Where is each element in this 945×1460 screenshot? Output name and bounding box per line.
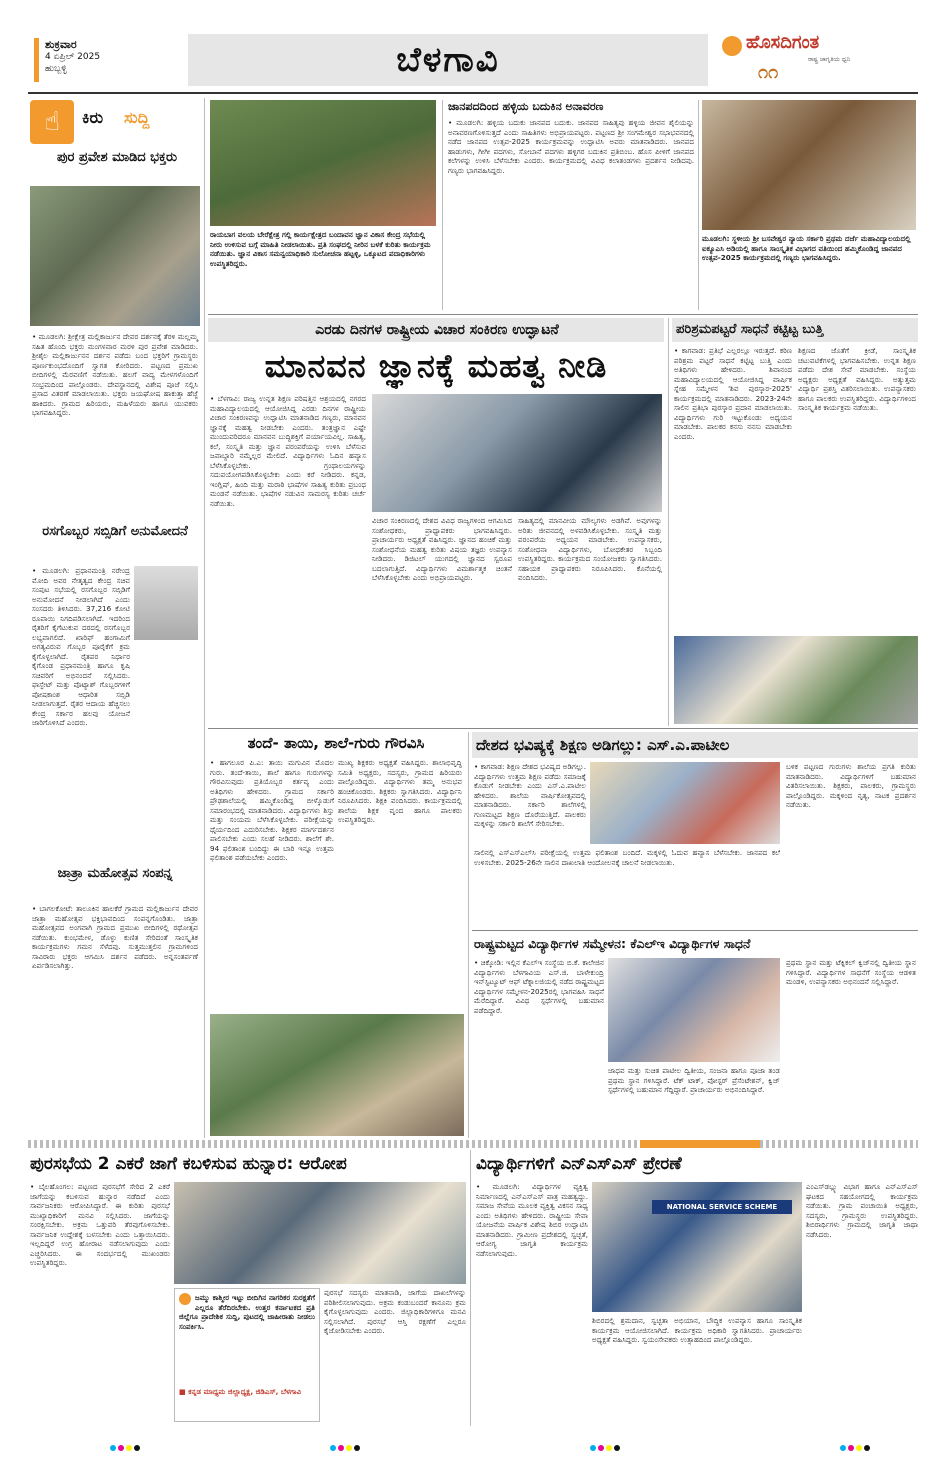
- nss-body-2: ಶಿಬಿರದಲ್ಲಿ ಶ್ರಮದಾನ, ಸ್ವಚ್ಛತಾ ಅಭಿಯಾನ, ಬೌದ್ಧಿಕ ಉಪನ್ಯಾಸ ಹಾಗೂ ಸಾಂಸ್ಕೃತಿಕ ಕಾರ್ಯಕ್ರಮ ಆಯೋಜಿಸಲಾಗಿದೆ. ಕಾರ್ಯಕ್ರಮ ಅಧಿಕಾರಿ ಸ್ವಾಗತಿಸಿದರು. ಪ್ರಾಚಾರ್ಯರು ಅಧ್ಯಕ್ಷತೆ ವಹಿಸಿದ್ದರು. ಸ್ವಯಂಸೇವಕರು ಉತ್ಸಾಹದಿಂದ ಪಾಲ್ಗೊಂಡಿದ್ದರು.: [592, 1316, 802, 1344]
- nss-body-3: ಎಂಎಸ್‌ಡಬ್ಲ್ಯು ವಿಭಾಗ ಹಾಗೂ ಎನ್‌ಎಸ್‌ಎಸ್ ಘಟಕದ ಸಹಯೋಗದಲ್ಲಿ ಕಾರ್ಯಕ್ರಮ ನಡೆಯಿತು. ಗ್ರಾಮ ಪಂಚಾಯಿತಿ ಅಧ್ಯಕ್ಷರು, ಸದಸ್ಯರು, ಗ್ರಾಮಸ್ಥರು ಉಪಸ್ಥಿತರಿದ್ದರು. ಶಿಬಿರಾರ್ಥಿಗಳು ಗ್ರಾಮದಲ್ಲಿ ಜಾಗೃತಿ ಜಾಥಾ ನಡೆಸಿದರು.: [806, 1182, 918, 1239]
- deshada-photo: [590, 762, 780, 844]
- tande-divider: [468, 732, 469, 1138]
- left-photo-2: [134, 566, 198, 640]
- mid-rule-1: [208, 728, 918, 729]
- left-body-3: • ಬಾಗಲಕೋಟೆ: ತಾಲೂಕಿನ ಹಾಲಕೆರೆ ಗ್ರಾಮದ ಮಲ್ಲಿಕಾರ್ಜುನ ದೇವರ ಜಾತ್ರಾ ಮಹೋತ್ಸವ ಭಕ್ತಿಭಾವದಿಂದ ಸಂಪನ್ನಗೊಂಡಿತು. ಜಾತ್ರಾ ಮಹೋತ್ಸವದ ಅಂಗವಾಗಿ ಗ್ರಾಮದ ಪ್ರಮುಖ ಬೀದಿಗಳಲ್ಲಿ ರಥೋತ್ಸವ ನಡೆಯಿತು. ಕುಂಭಮೇಳ, ಡೊಳ್ಳು ಕುಣಿತ ಸೇರಿದಂತೆ ಸಾಂಸ್ಕೃತಿಕ ಕಾರ್ಯಕ್ರಮಗಳು ಗಮನ ಸೆಳೆದವು. ಸುತ್ತಮುತ್ತಲಿನ ಗ್ರಾಮಗಳಿಂದ ಸಾವಿರಾರು ಭಕ್ತರು ಆಗಮಿಸಿ ದರ್ಶನ ಪಡೆದರು. ಅನ್ನಸಂತರ್ಪಣೆ ಏರ್ಪಡಿಸಲಾಗಿತ್ತು.: [32, 904, 198, 970]
- left-headline-2: ರಸಗೊಬ್ಬರ ಸಬ್ಸಿಡಿಗೆ ಅನುಮೋದನೆ: [42, 524, 188, 539]
- masthead-rule: [28, 92, 918, 94]
- left-col-divider: [204, 98, 205, 1138]
- hand-icon: ☝: [30, 100, 74, 144]
- seminar-photo: [372, 394, 662, 512]
- left-headline-1: ಪುರ ಪ್ರವೇಶ ಮಾಡಿದ ಭಕ್ತರು: [56, 150, 178, 165]
- masthead: [28, 28, 918, 92]
- top-headline-2: ಜಾನಪದದಿಂದ ಹಳ್ಳಿಯ ಬದುಕಿನ ಅನಾವರಣ: [448, 100, 604, 113]
- purasabhe-body-1: • ಬೈಲಹೊಂಗಲ: ಪಟ್ಟಣದ ಪುರಸಭೆಗೆ ಸೇರಿದ 2 ಎಕರೆ ಜಾಗೆಯನ್ನು ಕಬಳಿಸುವ ಹುನ್ನಾರ ನಡೆದಿದೆ ಎಂದು ಸಾರ್ವಜನಿಕರು ಆರೋಪಿಸಿದ್ದಾರೆ. ಈ ಕುರಿತು ಪುರಸಭೆ ಮುಖ್ಯಾಧಿಕಾರಿಗೆ ಮನವಿ ಸಲ್ಲಿಸಿದರು. ಜಾಗೆಯನ್ನು ಸಂರಕ್ಷಿಸಬೇಕು. ಅಕ್ರಮ ಒತ್ತುವರಿ ತೆರವುಗೊಳಿಸಬೇಕು. ಸಾರ್ವಜನಿಕ ಉದ್ದೇಶಕ್ಕೆ ಬಳಸಬೇಕು ಎಂದು ಒತ್ತಾಯಿಸಿದರು. ಇಲ್ಲದಿದ್ದರೆ ಉಗ್ರ ಹೋರಾಟ ನಡೆಸಲಾಗುವುದು ಎಂದು ಎಚ್ಚರಿಸಿದರು. ಈ ಸಂದರ್ಭದಲ್ಲಿ ಮುಖಂಡರು ಉಪಸ್ಥಿತರಿದ್ದರು.: [30, 1182, 170, 1267]
- purasabhe-ad-box: [174, 1288, 320, 1422]
- page-number: ೧೧: [758, 62, 779, 83]
- bottom-divider: [470, 1150, 471, 1426]
- purasabhe-headline: ಪುರಸಭೆಯ 2 ಎಕರೆ ಜಾಗೆ ಕಬಳಿಸುವ ಹುನ್ನಾರ: ಆರೋಪ: [30, 1154, 347, 1174]
- left-body-2: • ಮೂಡಲಗಿ: ಪ್ರಧಾನಮಂತ್ರಿ ನರೇಂದ್ರ ಮೋದಿ ಅವರ ನೇತೃತ್ವದ ಕೇಂದ್ರ ಸಚಿವ ಸಂಪುಟ ಸಭೆಯಲ್ಲಿ ರಸಗೊಬ್ಬರ ಸಬ್ಸಿಡಿಗೆ ಅನುಮೋದನೆ ನೀಡಲಾಗಿದೆ ಎಂದು ಸಂಸದರು ತಿಳಿಸಿದರು. 37,216 ಕೋಟಿ ರೂಪಾಯಿ ನಿಗದಿಪಡಿಸಲಾಗಿದೆ. ಇದರಿಂದ ರೈತರಿಗೆ ಕೈಗೆಟುಕುವ ದರದಲ್ಲಿ ರಸಗೊಬ್ಬರ ಲಭ್ಯವಾಗಲಿದೆ. ಖಾರಿಫ್ ಹಂಗಾಮಿಗೆ ಅಗತ್ಯವಿರುವ ಗೊಬ್ಬರ ಪೂರೈಕೆಗೆ ಕ್ರಮ ಕೈಗೊಳ್ಳಲಾಗಿದೆ. ರೈತಪರ ನಿರ್ಧಾರ ಕೈಗೊಂಡ ಪ್ರಧಾನಮಂತ್ರಿ ಹಾಗೂ ಕೃಷಿ ಸಚಿವರಿಗೆ ಅಭಿನಂದನೆ ಸಲ್ಲಿಸಿದರು. ಫಾಸ್ಫೇಟ್ ಮತ್ತು ಪೊಟ್ಯಾಶ್ ಗೊಬ್ಬರಗಳಿಗೆ ಪೋಷಕಾಂಶ ಆಧಾರಿತ ಸಬ್ಸಿಡಿ ನೀಡಲಾಗುತ್ತದೆ. ರೈತರ ಆದಾಯ ಹೆಚ್ಚಿಸಲು ಕೇಂದ್ರ ಸರ್ಕಾರ ಹಲವು ಯೋಜನೆ ಜಾರಿಗೊಳಿಸಿದೆ ಎಂದರು.: [32, 566, 130, 727]
- top-photo-3: [702, 100, 916, 230]
- nss-headline: ವಿದ್ಯಾರ್ಥಿಗಳಿಗೆ ಎನ್‌ಎಸ್‌ಎಸ್ ಪ್ರೇರಣೆ: [476, 1154, 682, 1174]
- seminar-divider: [668, 318, 669, 726]
- kirusuddi-label-a: ಕಿರು: [82, 108, 104, 127]
- registration-marks-mid2: [590, 1436, 622, 1455]
- left-photo-1: [30, 186, 200, 326]
- bottom-separator-accent: [640, 1140, 760, 1148]
- top-caption-3: ಮೂಡಲಗಿ: ಸ್ಥಳೀಯ ಶ್ರೀ ಬಸವೇಶ್ವರ ನ್ಯಾಯ ಸರ್ಕಾರಿ ಪ್ರಥಮ ದರ್ಜೆ ಮಹಾವಿದ್ಯಾಲಯದಲ್ಲಿ ಐಕ್ಯೂಎಸಿ ಅಡಿಯಲ್ಲಿ ಹಾಗೂ ಸಾಂಸ್ಕೃತಿಕ ವಿಭಾಗದ ವತಿಯಿಂದ ಹಮ್ಮಿಕೊಂಡಿದ್ದ ಜಾನಪದ ಉತ್ಸವ-2025 ಕಾರ್ಯಕ್ರಮದಲ್ಲಿ ಗಣ್ಯರು ಭಾಗವಹಿಸಿದ್ದರು.: [702, 234, 911, 262]
- purasabhe-ad-text: ಜಮ್ಮು ಕಾಶ್ಮೀರ ಇಟ್ಟು ಬೀದಿಗಿನ ನಾಗರಿಕರ ಸುರಕ್ಷತೆಗೆ ಎಲ್ಲರೂ ತೆರೆದಿರಬೇಕು. ಉತ್ತರ ಕರ್ನಾಟಕದ ಪ್ರತಿ ಜಿಲ್ಲೆಗೂ ಪ್ರಾದೇಶಿಕ ಸುದ್ದಿ, ಪುಟದಲ್ಲಿ ಜಾಹೀರಾತು ನೀಡಲು ಸಂಪರ್ಕಿಸಿ.: [179, 1293, 315, 1331]
- top-divider-2: [698, 100, 699, 310]
- seminar-kicker: ಎರಡು ದಿನಗಳ ರಾಷ್ಟ್ರೀಯ ವಿಚಾರ ಸಂಕಿರಣ ಉದ್ಘಾಟನೆ: [315, 322, 559, 338]
- purasabhe-ad-contact: ■ ಕನ್ನಡ ಮಾಧ್ಯಮ ಜಿಲ್ಲಾಧ್ಯಕ್ಷ, ಜಿಡಿಎಸ್, ಬೆಳಗಾವಿ: [179, 1387, 302, 1396]
- left-body-1: • ಮೂಡಲಗಿ: ಶ್ರೀಕ್ಷೇತ್ರ ಮಲ್ಲಿಕಾರ್ಜುನ ದೇವರ ದರ್ಶನಕ್ಕೆ ತೆರಳಿ ಮಲ್ಲಮ್ಮ ಸಹಿತ ಹೊಂದಿ ಭಕ್ತರು ಮಂಗಳವಾರ ಮರಳಿ ಪುರ ಪ್ರವೇಶ ಮಾಡಿದರು. ಶ್ರೀಶೈಲ ಮಲ್ಲಿಕಾರ್ಜುನನ ದರ್ಶನ ಪಡೆದು ಬಂದ ಭಕ್ತರಿಗೆ ಗ್ರಾಮಸ್ಥರು ಪೂರ್ಣಕುಂಭದೊಂದಿಗೆ ಸ್ವಾಗತ ಕೋರಿದರು. ಪಟ್ಟಣದ ಪ್ರಮುಖ ಬೀದಿಗಳಲ್ಲಿ ಮೆರವಣಿಗೆ ನಡೆಯಿತು. ಹಲಗೆ ವಾದ್ಯ ಮೇಳಗಳೊಂದಿಗೆ ಸಂಭ್ರಮದಿಂದ ಪಾಲ್ಗೊಂಡರು. ದೇವಸ್ಥಾನದಲ್ಲಿ ವಿಶೇಷ ಪೂಜೆ ಸಲ್ಲಿಸಿ ಪ್ರಸಾದ ವಿತರಣೆ ಮಾಡಲಾಯಿತು. ಭಕ್ತರು ಜಯಘೋಷ ಹಾಕುತ್ತಾ ಹೆಜ್ಜೆ ಹಾಕಿದರು. ಗ್ರಾಮದ ಹಿರಿಯರು, ಮಹಿಳೆಯರು ಹಾಗೂ ಯುವಕರು ಭಾಗವಹಿಸಿದ್ದರು.: [32, 332, 198, 417]
- brand-name: ಹೊಸದಿಗಂತ: [746, 32, 820, 53]
- seminar-body-2: ವಿಚಾರ ಸಂಕಿರಣದಲ್ಲಿ ದೇಶದ ವಿವಿಧ ರಾಜ್ಯಗಳಿಂದ ಆಗಮಿಸಿದ ಸಂಶೋಧಕರು, ಪ್ರಾಧ್ಯಾಪಕರು ಭಾಗವಹಿಸಿದ್ದರು. ಪ್ರಾಚಾರ್ಯರು ಅಧ್ಯಕ್ಷತೆ ವಹಿಸಿದ್ದರು. ಜ್ಞಾನದ ಹಂಚಿಕೆ ಮತ್ತು ಸಂಶೋಧನೆಯ ಮಹತ್ವ ಕುರಿತು ವಿಷಯ ತಜ್ಞರು ಉಪನ್ಯಾಸ ನೀಡಿದರು. ಡಿಜಿಟಲ್ ಯುಗದಲ್ಲಿ ಜ್ಞಾನದ ಸ್ವರೂಪ ಬದಲಾಗುತ್ತಿದೆ. ವಿದ್ಯಾರ್ಥಿಗಳು ವಿಮರ್ಶಾತ್ಮಕ ಚಿಂತನೆ ಬೆಳೆಸಿಕೊಳ್ಳಬೇಕು ಎಂದು ಅಭಿಪ್ರಾಯಪಟ್ಟರು.: [372, 516, 512, 582]
- registration-marks-right: [840, 1436, 872, 1455]
- seminar-headline: ಮಾನವನ ಜ್ಞಾನಕ್ಕೆ ಮಹತ್ವ ನೀಡಿ: [264, 347, 608, 385]
- tande-body-1: • ಹಾಗಲೂರ ಪಿ.ಎ: ತಾಯಿ ಮಗುವಿನ ಮೊದಲ ಗುರು. ತಂದೆ-ತಾಯಿ, ಶಾಲೆ ಹಾಗೂ ಗುರುಗಳನ್ನು ಗೌರವಿಸುವುದು ಪ್ರತಿಯೊಬ್ಬರ ಕರ್ತವ್ಯ ಎಂದು ಅತಿಥಿಗಳು ಹೇಳಿದರು. ಗ್ರಾಮದ ಸರ್ಕಾರಿ ಪ್ರೌಢಶಾಲೆಯಲ್ಲಿ ಹಮ್ಮಿಕೊಂಡಿದ್ದ ಬೀಳ್ಕೊಡುಗೆ ಸಮಾರಂಭದಲ್ಲಿ ಮಾತನಾಡಿದರು. ವಿದ್ಯಾರ್ಥಿಗಳು ಶಿಸ್ತು ಮತ್ತು ಸಂಯಮ ಬೆಳೆಸಿಕೊಳ್ಳಬೇಕು. ಪರೀಕ್ಷೆಯನ್ನು ಧೈರ್ಯದಿಂದ ಎದುರಿಸಬೇಕು. ಶಿಕ್ಷಕರ ಮಾರ್ಗದರ್ಶನ ಪಾಲಿಸಬೇಕು ಎಂದು ಸಲಹೆ ನೀಡಿದರು. ಶಾಲೆಗೆ ಶೇ. 94 ಫಲಿತಾಂಶ ಬಂದಿದ್ದು ಈ ಬಾರಿ ಇನ್ನೂ ಉತ್ತಮ ಫಲಿತಾಂಶ ಪಡೆಯಬೇಕು ಎಂದರು.: [210, 758, 334, 862]
- rashtra-photo: [608, 958, 780, 1062]
- deshada-body-3: ಬಳಿಕ ಪಟ್ಟಣದ ಗುರುಗಳು ಶಾಲೆಯ ಪ್ರಗತಿ ಕುರಿತು ಮಾತನಾಡಿದರು. ವಿದ್ಯಾರ್ಥಿಗಳಿಗೆ ಬಹುಮಾನ ವಿತರಿಸಲಾಯಿತು. ಶಿಕ್ಷಕರು, ಪಾಲಕರು, ಗ್ರಾಮಸ್ಥರು ಪಾಲ್ಗೊಂಡಿದ್ದರು. ಮಕ್ಕಳಿಂದ ನೃತ್ಯ, ನಾಟಕ ಪ್ರದರ್ಶನ ನಡೆಯಿತು.: [786, 762, 916, 809]
- tande-body-2: ಮುಖ್ಯ ಶಿಕ್ಷಕರು ಅಧ್ಯಕ್ಷತೆ ವಹಿಸಿದ್ದರು. ಶಾಲಾಭಿವೃದ್ಧಿ ಸಮಿತಿ ಅಧ್ಯಕ್ಷರು, ಸದಸ್ಯರು, ಗ್ರಾಮದ ಹಿರಿಯರು ಪಾಲ್ಗೊಂಡಿದ್ದರು. ವಿದ್ಯಾರ್ಥಿಗಳು ತಮ್ಮ ಅನುಭವ ಹಂಚಿಕೊಂಡರು. ಶಿಕ್ಷಕರು ಸ್ವಾಗತಿಸಿದರು. ವಿದ್ಯಾರ್ಥಿನಿ ನಿರೂಪಿಸಿದರು. ಶಿಕ್ಷಕಿ ವಂದಿಸಿದರು. ಕಾರ್ಯಕ್ರಮದಲ್ಲಿ ಶಾಲೆಯ ಶಿಕ್ಷಕ ವೃಂದ ಹಾಗೂ ಪಾಲಕರು ಉಪಸ್ಥಿತರಿದ್ದರು.: [338, 758, 462, 824]
- kirusuddi-header: [30, 100, 200, 146]
- left-body-2b: [32, 642, 198, 862]
- masthead-date-box: [34, 38, 184, 82]
- nss-body-1: • ಮೂಡಲಗಿ: ವಿದ್ಯಾರ್ಥಿಗಳ ವ್ಯಕ್ತಿತ್ವ ನಿರ್ಮಾಣದಲ್ಲಿ ಎನ್‌ಎಸ್‌ಎಸ್ ಪಾತ್ರ ಮಹತ್ವದ್ದು. ಸಮಾಜ ಸೇವೆಯ ಮೂಲಕ ವ್ಯಕ್ತಿತ್ವ ವಿಕಸನ ಸಾಧ್ಯ ಎಂದು ಅತಿಥಿಗಳು ಹೇಳಿದರು. ರಾಷ್ಟ್ರೀಯ ಸೇವಾ ಯೋಜನೆಯ ವಾರ್ಷಿಕ ವಿಶೇಷ ಶಿಬಿರ ಉದ್ಘಾಟಿಸಿ ಮಾತನಾಡಿದರು. ಗ್ರಾಮೀಣ ಪ್ರದೇಶದಲ್ಲಿ ಸ್ವಚ್ಛತೆ, ಆರೋಗ್ಯ ಜಾಗೃತಿ ಕಾರ್ಯಕ್ರಮ ನಡೆಸಲಾಗುವುದು.: [476, 1182, 588, 1258]
- purasabhe-body-2: ಪುರಸಭೆ ಸದಸ್ಯರು ಮಾತನಾಡಿ, ಜಾಗೆಯ ದಾಖಲೆಗಳನ್ನು ಪರಿಶೀಲಿಸಲಾಗುವುದು. ಅಕ್ರಮ ಕಂಡುಬಂದರೆ ಕಾನೂನು ಕ್ರಮ ಕೈಗೊಳ್ಳಲಾಗುವುದು ಎಂದರು. ಜಿಲ್ಲಾಧಿಕಾರಿಗಳಿಗೂ ಮನವಿ ಸಲ್ಲಿಸಲಾಗಿದೆ. ಪುರಸಭೆ ಆಸ್ತಿ ರಕ್ಷಣೆಗೆ ಎಲ್ಲರೂ ಕೈಜೋಡಿಸಬೇಕು ಎಂದರು.: [324, 1288, 466, 1335]
- rashtra-headline: ರಾಷ್ಟ್ರಮಟ್ಟದ ವಿದ್ಯಾರ್ಥಿಗಳ ಸಮ್ಮೇಳನ: ಕೆಎಲ್‌ಇ ವಿದ್ಯಾರ್ಥಿಗಳ ಸಾಧನೆ: [474, 936, 751, 951]
- masthead-date: 4 ಏಪ್ರಿಲ್ 2025: [45, 52, 101, 62]
- top-caption-1: ರಾಯಬಾಗ ವಲಯ ಬೇರೆಕ್ಷೇತ್ರ ಗಲ್ಲಿ ಕಾರ್ಯಕ್ಷೇತ್ರದ ಬಂದಾವನ ಜ್ಞಾನ ವಿಕಾಸ ಕೇಂದ್ರ ಸಭೆಯಲ್ಲಿ ನೀರು ಉಳಿಸುವ ಬಗ್ಗೆ ಮಾಹಿತಿ ನೀಡಲಾಯಿತು. ಪ್ರತಿ ಸಂಘದಲ್ಲಿ ನೀರಿನ ಬಳಕೆ ಕುರಿತು ಕಾರ್ಯಕ್ರಮ ನಡೆಯಿತು. ಜ್ಞಾನ ವಿಕಾಸ ಸಮನ್ವಯಾಧಿಕಾರಿ ಸುಲೋಚನಾ ಹಟ್ಟಳ್ಳಿ, ಒಕ್ಕೂಟದ ಪದಾಧಿಕಾರಿಗಳು ಉಪಸ್ಥಿತರಿದ್ದರು.: [210, 230, 431, 268]
- top-body-2: • ಮೂಡಲಗಿ: ಹಳ್ಳಿಯ ಬದುಕು ಜಾನಪದ ಬದುಕು. ಜಾನಪದ ಸಾಹಿತ್ಯವು ಹಳ್ಳಿಯ ಜೀವನ ಶೈಲಿಯನ್ನು ಅನಾವರಣಗೊಳಿಸುತ್ತದೆ ಎಂದು ಸಾಹಿತಿಗಳು ಅಭಿಪ್ರಾಯಪಟ್ಟರು. ಪಟ್ಟಣದ ಶ್ರೀ ಸಂಗಮೇಶ್ವರ ಸಭಾಭವನದಲ್ಲಿ ನಡೆದ ಜಾನಪದ ಉತ್ಸವ-2025 ಕಾರ್ಯಕ್ರಮವನ್ನು ಉದ್ಘಾಟಿಸಿ ಅವರು ಮಾತನಾಡಿದರು. ಜಾನಪದ ಹಾಡುಗಳು, ಗೀಗೀ ಪದಗಳು, ಸೋಬಾನೆ ಪದಗಳು ಹಳ್ಳಿಗರ ಬದುಕಿನ ಪ್ರತಿಬಿಂಬ. ಹೊಸ ಪೀಳಿಗೆ ಜಾನಪದ ಕಲೆಗಳನ್ನು ಉಳಿಸಿ ಬೆಳೆಸಬೇಕು ಎಂದರು. ಕಾರ್ಯಕ್ರಮದಲ್ಲಿ ವಿವಿಧ ಕಲಾತಂಡಗಳು ಪ್ರದರ್ಶನ ನೀಡಿದವು. ಗಣ್ಯರು ಭಾಗವಹಿಸಿದ್ದರು.: [448, 118, 694, 175]
- registration-marks-left: [110, 1436, 142, 1455]
- nss-photo: [592, 1182, 802, 1312]
- parishrama-photo: [674, 636, 918, 724]
- top-divider-1: [442, 100, 443, 310]
- rashtra-body-1: • ಚಿಕ್ಕೋಡಿ: ಇಲ್ಲಿನ ಕೆಎಲ್ಇ ಸಂಸ್ಥೆಯ ಬಿ.ಕೆ. ಕಾಲೇಜಿನ ವಿದ್ಯಾರ್ಥಿಗಳು ಬೆಳಗಾವಿಯ ಎಸ್.ಜಿ. ಬಾಳೇಕುಂದ್ರಿ ಇನ್‌ಸ್ಟಿಟ್ಯೂಟ್ ಆಫ್ ಟೆಕ್ನಾಲಜಿಯಲ್ಲಿ ನಡೆದ ರಾಷ್ಟ್ರಮಟ್ಟದ ವಿದ್ಯಾರ್ಥಿಗಳ ಸಮ್ಮೇಳನ-2025ರಲ್ಲಿ ಭಾಗವಹಿಸಿ ಸಾಧನೆ ಮೆರೆದಿದ್ದಾರೆ. ವಿವಿಧ ಸ್ಪರ್ಧೆಗಳಲ್ಲಿ ಬಹುಮಾನ ಪಡೆದಿದ್ದಾರೆ.: [474, 958, 604, 1015]
- brand-logo-icon: [722, 36, 742, 56]
- tande-photo: [210, 1014, 464, 1136]
- deshada-headline: ದೇಶದ ಭವಿಷ್ಯಕ್ಕೆ ಶಿಕ್ಷಣ ಅಡಿಗಲ್ಲು: ಎಸ್.ಎ.ಪಾಟೀಲ: [476, 736, 730, 754]
- deshada-body-1: • ಕಾಗವಾಡ: ಶಿಕ್ಷಣ ದೇಶದ ಭವಿಷ್ಯದ ಅಡಿಗಲ್ಲು. ವಿದ್ಯಾರ್ಥಿಗಳು ಉತ್ತಮ ಶಿಕ್ಷಣ ಪಡೆದು ಸಮಾಜಕ್ಕೆ ಕೊಡುಗೆ ನೀಡಬೇಕು ಎಂದು ಎಸ್.ಎ.ಪಾಟೀಲ ಹೇಳಿದರು. ಶಾಲೆಯ ವಾರ್ಷಿಕೋತ್ಸವದಲ್ಲಿ ಮಾತನಾಡಿದರು. ಸರ್ಕಾರಿ ಶಾಲೆಗಳಲ್ಲಿ ಗುಣಮಟ್ಟದ ಶಿಕ್ಷಣ ದೊರೆಯುತ್ತಿದೆ. ಪಾಲಕರು ಮಕ್ಕಳನ್ನು ಸರ್ಕಾರಿ ಶಾಲೆಗೆ ಸೇರಿಸಬೇಕು.: [474, 762, 586, 828]
- parishrama-headline: ಪರಿಶ್ರಮಪಟ್ಟರೆ ಸಾಧನೆ ಕಟ್ಟಿಟ್ಟ ಬುತ್ತಿ: [676, 322, 824, 337]
- deshada-rule: [472, 930, 918, 931]
- left-headline-3: ಜಾತ್ರಾ ಮಹೋತ್ಸವ ಸಂಪನ್ನ: [57, 866, 173, 881]
- ad-logo-icon: [179, 1293, 191, 1305]
- deshada-body-2: ಸಾಲಿನಲ್ಲಿ ಎಸ್ಎಸ್ಎಲ್‌ಸಿ ಪರೀಕ್ಷೆಯಲ್ಲಿ ಉತ್ತಮ ಫಲಿತಾಂಶ ಬಂದಿದೆ. ಮಕ್ಕಳಲ್ಲಿ ಓದುವ ಹವ್ಯಾಸ ಬೆಳೆಸಬೇಕು. ಜಾನಪದ ಕಲೆ ಉಳಿಸಬೇಕು. 2025-26ನೇ ಸಾಲಿನ ದಾಖಲಾತಿ ಆಂದೋಲನಕ್ಕೆ ಚಾಲನೆ ನೀಡಲಾಯಿತು.: [474, 848, 780, 867]
- brand-tagline: ರಾಷ್ಟ್ರ ಜಾಗೃತಿಯ ಧ್ವನಿ: [808, 56, 851, 63]
- parishrama-body-2: ಶಿಕ್ಷಣದ ಜೊತೆಗೆ ಕ್ರೀಡೆ, ಸಾಂಸ್ಕೃತಿಕ ಚಟುವಟಿಕೆಗಳಲ್ಲಿ ಭಾಗವಹಿಸಬೇಕು. ಉನ್ನತ ಶಿಕ್ಷಣ ಪಡೆದು ದೇಶ ಸೇವೆ ಮಾಡಬೇಕು. ಸಂಸ್ಥೆಯ ಅಧ್ಯಕ್ಷರು ಅಧ್ಯಕ್ಷತೆ ವಹಿಸಿದ್ದರು. ಅತ್ಯುತ್ತಮ ವಿದ್ಯಾರ್ಥಿ ಪ್ರಶಸ್ತಿ ವಿತರಿಸಲಾಯಿತು. ಉಪನ್ಯಾಸಕರು ಹಾಗೂ ಪಾಲಕರು ಉಪಸ್ಥಿತರಿದ್ದರು. ವಿದ್ಯಾರ್ಥಿಗಳಿಂದ ಸಾಂಸ್ಕೃತಿಕ ಕಾರ್ಯಕ್ರಮ ನಡೆಯಿತು.: [798, 346, 916, 412]
- kirusuddi-label-b: ಸುದ್ದಿ: [124, 108, 150, 127]
- purasabhe-photo: [174, 1182, 466, 1284]
- masthead-city: ಹುಬ್ಬಳ್ಳಿ: [45, 64, 67, 74]
- parishrama-body-1: • ಕಾಗವಾಡ: ಪ್ರತಿಭೆ ಎಲ್ಲರಲ್ಲೂ ಇರುತ್ತದೆ. ಕಠಿಣ ಪರಿಶ್ರಮ ಪಟ್ಟರೆ ಸಾಧನೆ ಕಟ್ಟಿಟ್ಟ ಬುತ್ತಿ ಎಂದು ಅತಿಥಿಗಳು ಹೇಳಿದರು. ಶಿವಾನಂದ ಮಹಾವಿದ್ಯಾಲಯದಲ್ಲಿ ಆಯೋಜಿಸಿದ್ದ ವಾರ್ಷಿಕ ಸ್ನೇಹ ಸಮ್ಮೇಳನ 'ಶಿವ ಪುರಸ್ಕಾರ-2025' ಕಾರ್ಯಕ್ರಮದಲ್ಲಿ ಮಾತನಾಡಿದರು. 2023-24ನೇ ಸಾಲಿನ ಪ್ರತಿಭಾ ಪುರಸ್ಕಾರ ಪ್ರದಾನ ಮಾಡಲಾಯಿತು. ವಿದ್ಯಾರ್ಥಿಗಳು ಗುರಿ ಇಟ್ಟುಕೊಂಡು ಅಧ್ಯಯನ ಮಾಡಬೇಕು. ಪಾಲಕರ ಕನಸು ನನಸು ಮಾಡಬೇಕು ಎಂದರು.: [674, 346, 792, 441]
- masthead-day: ಶುಕ್ರವಾರ: [45, 38, 77, 51]
- registration-marks-mid: [330, 1436, 362, 1455]
- brand-box: [718, 30, 918, 88]
- seminar-body-1: • ಬೆಳಗಾವಿ: ರಾಜ್ಯ ಉನ್ನತ ಶಿಕ್ಷಣ ಪರಿಷತ್ತಿನ ಆಶ್ರಯದಲ್ಲಿ ನಗರದ ಮಹಾವಿದ್ಯಾಲಯದಲ್ಲಿ ಆಯೋಜಿಸಿದ್ದ ಎರಡು ದಿನಗಳ ರಾಷ್ಟ್ರೀಯ ವಿಚಾರ ಸಂಕಿರಣವನ್ನು ಉದ್ಘಾಟಿಸಿ ಮಾತನಾಡಿದ ಗಣ್ಯರು, ಮಾನವನ ಜ್ಞಾನಕ್ಕೆ ಮಹತ್ವ ನೀಡಬೇಕು ಎಂದರು. ತಂತ್ರಜ್ಞಾನ ಎಷ್ಟೇ ಮುಂದುವರಿದರೂ ಮಾನವನ ಬುದ್ಧಿಶಕ್ತಿಗೆ ಪರ್ಯಾಯವಿಲ್ಲ. ಸಾಹಿತ್ಯ, ಕಲೆ, ಸಂಸ್ಕೃತಿ ಮತ್ತು ಜ್ಞಾನ ಪರಂಪರೆಯನ್ನು ಉಳಿಸಿ ಬೆಳೆಸುವ ಜವಾಬ್ದಾರಿ ನಮ್ಮೆಲ್ಲರ ಮೇಲಿದೆ. ವಿದ್ಯಾರ್ಥಿಗಳು ಓದಿನ ಹವ್ಯಾಸ ಬೆಳೆಸಿಕೊಳ್ಳಬೇಕು. ಗ್ರಂಥಾಲಯಗಳನ್ನು ಸದುಪಯೋಗಪಡಿಸಿಕೊಳ್ಳಬೇಕು ಎಂದು ಕರೆ ನೀಡಿದರು. ಕನ್ನಡ, ಇಂಗ್ಲಿಷ್, ಹಿಂದಿ ಮತ್ತು ಮರಾಠಿ ಭಾಷೆಗಳ ಸಾಹಿತ್ಯ ಕುರಿತು ಪ್ರಬಂಧ ಮಂಡನೆ ನಡೆಯಿತು. ಭಾಷೆಗಳ ನಡುವಿನ ಸಾಮರಸ್ಯ ಕುರಿತು ಚರ್ಚೆ ನಡೆಯಿತು.: [210, 394, 366, 508]
- top-row-rule: [208, 314, 918, 315]
- bottom-separator: [28, 1140, 918, 1148]
- rashtra-body-2: ಜಾಧವ ಮತ್ತು ಸುಚಿತ ಪಾಟೀಲ ದ್ವಿತೀಯ, ಸಂಜನಾ ಹಾಗೂ ಪೂಜಾ ತಂಡ ಪ್ರಥಮ ಸ್ಥಾನ ಗಳಿಸಿದ್ದಾರೆ. ಟೆಕ್ ಟಾಕ್, ಪೋಸ್ಟರ್ ಪ್ರೆಸೆಂಟೇಶನ್, ಕ್ವಿಜ್ ಸ್ಪರ್ಧೆಗಳಲ್ಲಿ ಬಹುಮಾನ ಗೆದ್ದಿದ್ದಾರೆ. ಪ್ರಾಚಾರ್ಯರು ಅಭಿನಂದಿಸಿದ್ದಾರೆ.: [608, 1066, 780, 1094]
- rashtra-body-3: ಪ್ರಥಮ ಸ್ಥಾನ ಮತ್ತು ಟೆಕ್ನಿಕಲ್ ಕ್ವಿಜ್‌ನಲ್ಲಿ ದ್ವಿತೀಯ ಸ್ಥಾನ ಗಳಿಸಿದ್ದಾರೆ. ವಿದ್ಯಾರ್ಥಿಗಳ ಸಾಧನೆಗೆ ಸಂಸ್ಥೆಯ ಆಡಳಿತ ಮಂಡಳಿ, ಉಪನ್ಯಾಸಕರು ಅಭಿನಂದನೆ ಸಲ್ಲಿಸಿದ್ದಾರೆ.: [786, 958, 916, 986]
- tande-headline: ತಂದೆ- ತಾಯಿ, ಶಾಲೆ-ಗುರು ಗೌರವಿಸಿ: [247, 734, 425, 752]
- section-title: ಬೆಳಗಾವಿ: [396, 40, 500, 80]
- nss-banner: NATIONAL SERVICE SCHEME: [652, 1200, 792, 1214]
- seminar-body-3: ಸಾಹಿತ್ಯದಲ್ಲಿ ಮಾನವೀಯ ಮೌಲ್ಯಗಳು ಅಡಗಿವೆ. ಅವುಗಳನ್ನು ಅರಿತು ಜೀವನದಲ್ಲಿ ಅಳವಡಿಸಿಕೊಳ್ಳಬೇಕು. ಸಂಸ್ಕೃತಿ ಮತ್ತು ಪರಂಪರೆಯ ಅಧ್ಯಯನ ಮಾಡಬೇಕು. ಉಪನ್ಯಾಸಕರು, ಸಂಶೋಧನಾ ವಿದ್ಯಾರ್ಥಿಗಳು, ಬೋಧಕೇತರ ಸಿಬ್ಬಂದಿ ಉಪಸ್ಥಿತರಿದ್ದರು. ಕಾರ್ಯಕ್ರಮದ ಸಂಯೋಜಕರು ಸ್ವಾಗತಿಸಿದರು. ಸಹಾಯಕ ಪ್ರಾಧ್ಯಾಪಕರು ನಿರೂಪಿಸಿದರು. ಕೊನೆಯಲ್ಲಿ ವಂದಿಸಿದರು.: [518, 516, 662, 582]
- top-photo-1: [210, 100, 436, 226]
